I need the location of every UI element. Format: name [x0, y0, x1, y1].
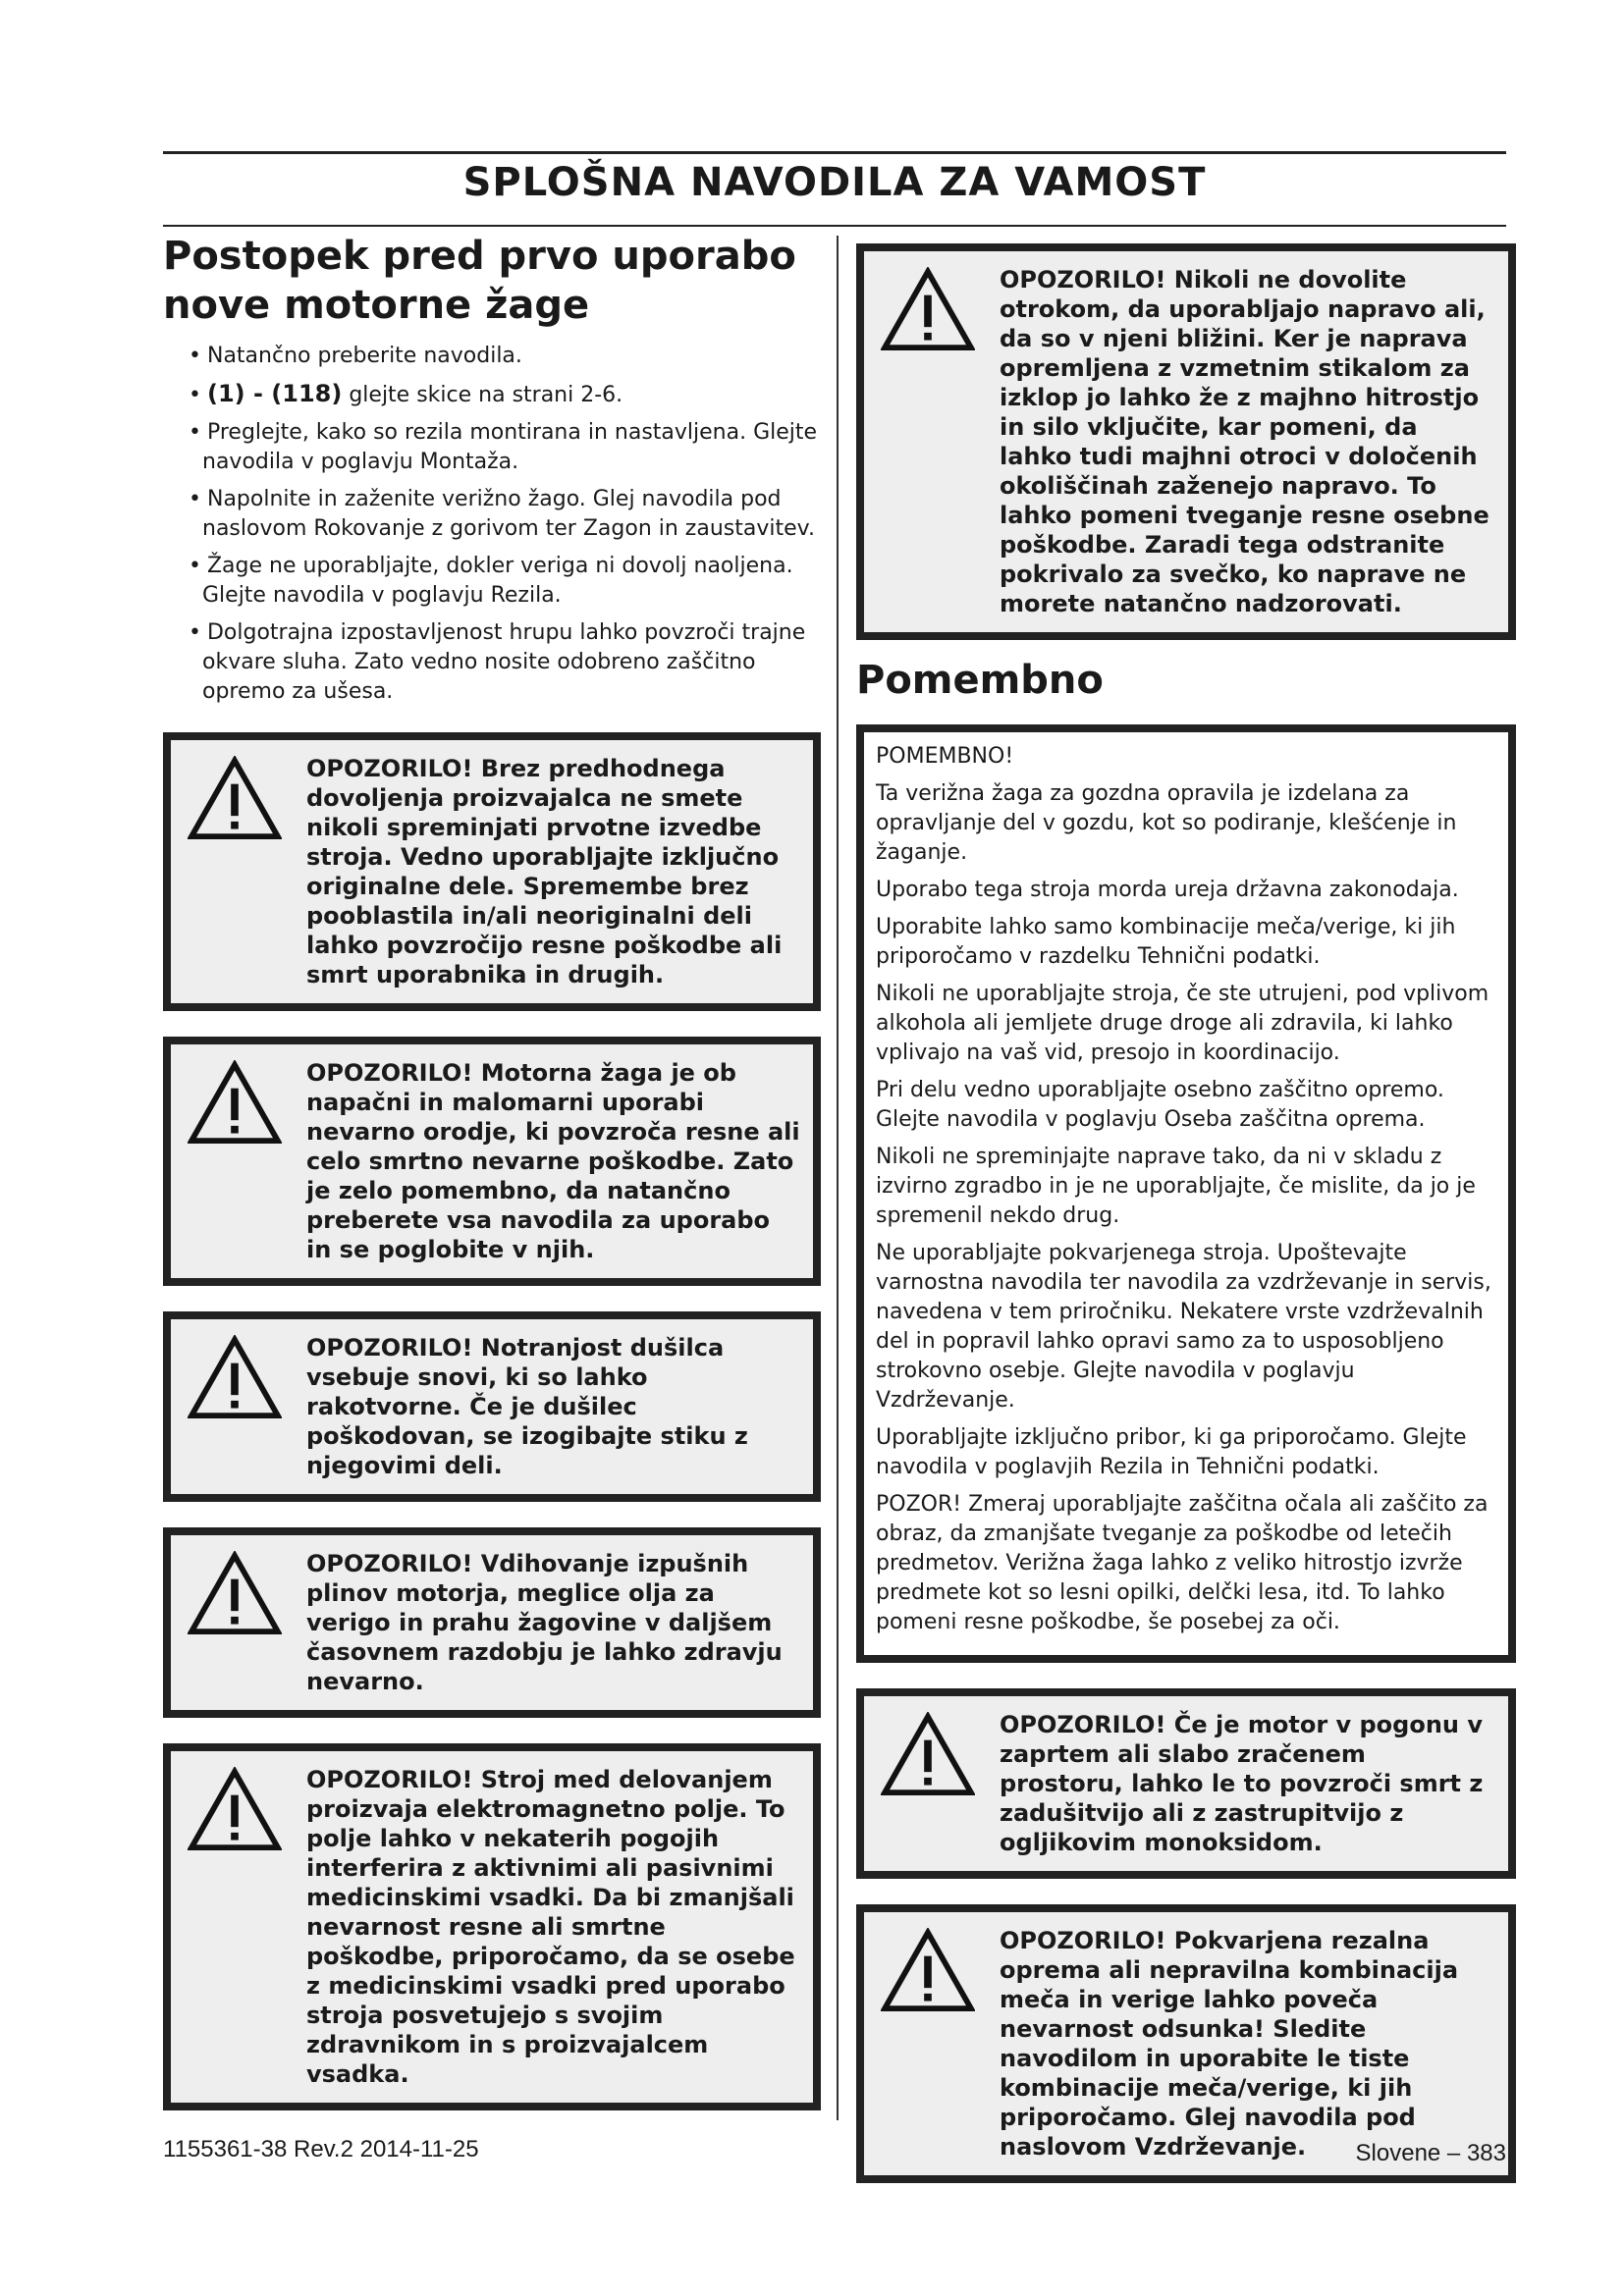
section-heading-first-use: Postopek pred prvo uporabo nove motorne žage	[163, 234, 796, 328]
warning-triangle-icon	[864, 1696, 992, 1796]
section-heading-important: Pomembno	[856, 658, 1104, 703]
warning-triangle-icon	[171, 1751, 298, 1851]
warning-triangle-icon	[171, 1044, 298, 1145]
warning-triangle-icon	[171, 740, 298, 840]
list-item	[163, 379, 821, 410]
notice-paragraph: Pri delu vedno uporabljajte osebno zaščitno opremo. Glejte navodila v poglavju Oseba zaščitna oprema.	[876, 1078, 1444, 1132]
warning-text: OPOZORILO! Motorna žaga je ob napačni in malomarni uporabi nevarno orodje, ki povzroča resne ali celo smrtno nevarne poškodbe. Zato je zelo pomembno, da natančno preberete vsa navodila za uporabo in se poglobite v njih.	[306, 1059, 800, 1263]
column-divider	[837, 236, 839, 2120]
important-notice-box	[856, 724, 1516, 1663]
notice-paragraph: Uporabite lahko samo kombinacije meča/verige, ki jih priporočamo v razdelku Tehnični podatki.	[876, 915, 1456, 969]
warning-triangle-icon	[171, 1535, 298, 1635]
warning-text: OPOZORILO! Brez predhodnega dovoljenja proizvajalca ne smete nikoli spreminjati prvotne izvedbe stroja. Vedno uporabljajte izključno originalne dele. Spremembe brez pooblastila in/ali neoriginalni deli lahko povzročijo resne poškodbe ali smrt uporabnika in drugih.	[306, 755, 783, 988]
list-item-text: glejte skice na strani 2-6.	[349, 383, 623, 407]
warning-box	[163, 1037, 821, 1286]
right-column	[856, 243, 1516, 2183]
warning-text: OPOZORILO! Stroj med delovanjem proizvaja elektromagnetno polje. To polje lahko v nekaterih pogojih interferira z aktivnimi ali pasivnimi medicinskimi vsadki. Da bi zmanjšali nevarnost resne ali smrtne poškodbe, priporočamo, da se osebe z medicinskimi vsadki pred uporabo stroja posvetujejo s svojim zdravnikom in s proizvajalcem vsadka.	[306, 1766, 795, 2088]
page-title: SPLOŠNA NAVODILA ZA VAMOST	[462, 160, 1207, 205]
left-column	[163, 232, 821, 2110]
warning-text: OPOZORILO! Nikoli ne dovolite otrokom, da uporabljajo napravo ali, da so v njeni bližini. Ker je naprava opremljena z vzmetnim stikalom za izklop jo lahko že z majhno hitrostjo in silo vključite, kar pomeni, da lahko tudi majhni otroci v določenih okoliščinah zaženejo napravo. To lahko pomeni tveganje resne osebne poškodbe. Zaradi tega odstranite pokrivalo za svečko, ko naprave ne morete natančno nadzorovati.	[1000, 266, 1489, 617]
notice-paragraph: Ne uporabljajte pokvarjenega stroja. Upoštevajte varnostna navodila ter navodila za vzdrževanje in servis, navedena v tem priročniku. Nekatere vrste vzdrževalnih del in popravil lahko opravi samo za to usposobljeno strokovno osebje. Glejte navodila v poglavju Vzdrževanje.	[876, 1241, 1491, 1413]
warning-text: OPOZORILO! Pokvarjena rezalna oprema ali nepravilna kombinacija meča in verige lahko poveča nevarnost odsunka! Sledite navodilom in uporabite le tiste kombinacije meča/verige, ki jih priporočamo. Glej navodila pod naslovom Vzdrževanje.	[1000, 1927, 1459, 2161]
notice-paragraph: Uporabljajte izključno pribor, ki ga priporočamo. Glejte navodila v poglavjih Rezila in Tehnični podatki.	[876, 1425, 1467, 1479]
warning-text: OPOZORILO! Če je motor v pogonu v zaprtem ali slabo zračenem prostoru, lahko le to povzroči smrt z zadušitvijo ali z zastrupitvijo z ogljikovim monoksidom.	[1000, 1711, 1484, 1856]
notice-paragraph: Ta verižna žaga za gozdna opravila je izdelana za opravljanje del v gozdu, kot so podiranje, klešćenje in žaganje.	[876, 781, 1457, 865]
list-item: • Napolnite in zaženite verižno žago. Glej navodila pod naslovom Rokovanje z gorivom ter Zagon in zaustavitev.	[163, 485, 821, 544]
warning-box	[163, 1311, 821, 1502]
notice-paragraph: Uporabo tega stroja morda ureja državna zakonodaja.	[876, 878, 1459, 902]
page-number: Slovene – 383	[1355, 2140, 1506, 2166]
notice-paragraph: Nikoli ne uporabljajte stroja, če ste utrujeni, pod vplivom alkohola ali jemljete druge droge ali zdravila, ki lahko vplivajo na vaš vid, presojo in koordinacijo.	[876, 982, 1489, 1065]
list-item: • Žage ne uporabljajte, dokler veriga ni dovolj naoljena. Glejte navodila v poglavju Rezila.	[163, 552, 821, 611]
list-item: • Natančno preberite navodila.	[163, 342, 821, 371]
figure-reference: (1) - (118)	[206, 380, 343, 407]
first-use-checklist	[163, 342, 821, 707]
notice-paragraph: POZOR! Zmeraj uporabljajte zaščitna očala ali zaščito za obraz, da zmanjšate tveganje za poškodbe od letečih predmetov. Verižna žaga lahko z veliko hitrostjo izvrže predmete kot so lesni opilki, delčki lesa, itd. To lahko pomeni resne poškodbe, še posebej za oči.	[876, 1492, 1489, 1634]
warning-box	[163, 1527, 821, 1718]
warning-triangle-icon	[864, 251, 992, 351]
warning-text: OPOZORILO! Notranjost dušilca vsebuje snovi, ki so lahko rakotvorne. Če je dušilec poškodovan, se izogibajte stiku z njegovimi deli.	[306, 1334, 748, 1479]
warning-box	[856, 1688, 1516, 1879]
warning-text: OPOZORILO! Vdihovanje izpušnih plinov motorja, meglice olja za verigo in prahu žagovine v daljšem časovnem razdobju je lahko zdravju nevarno.	[306, 1550, 783, 1695]
page-title-bar	[163, 151, 1506, 227]
warning-triangle-icon	[171, 1319, 298, 1419]
list-item: • Dolgotrajna izpostavljenost hrupu lahko povzroči trajne okvare sluha. Zato vedno nosite odobreno zaščitno opremo za ušesa.	[163, 618, 821, 707]
warning-triangle-icon	[864, 1912, 992, 2012]
notice-paragraph: Nikoli ne spreminjajte naprave tako, da ni v skladu z izvirno zgradbo in je ne uporabljajte, če mislite, da jo je spremenil nekdo drug.	[876, 1145, 1476, 1228]
document-id: 1155361-38 Rev.2 2014-11-25	[163, 2136, 479, 2163]
warning-box	[163, 1743, 821, 2110]
warning-box	[856, 243, 1516, 640]
list-item: • Preglejte, kako so rezila montirana in nastavljena. Glejte navodila v poglavju Montaža.	[163, 418, 821, 477]
notice-paragraph: POMEMBNO!	[876, 744, 1014, 769]
warning-box	[163, 732, 821, 1011]
